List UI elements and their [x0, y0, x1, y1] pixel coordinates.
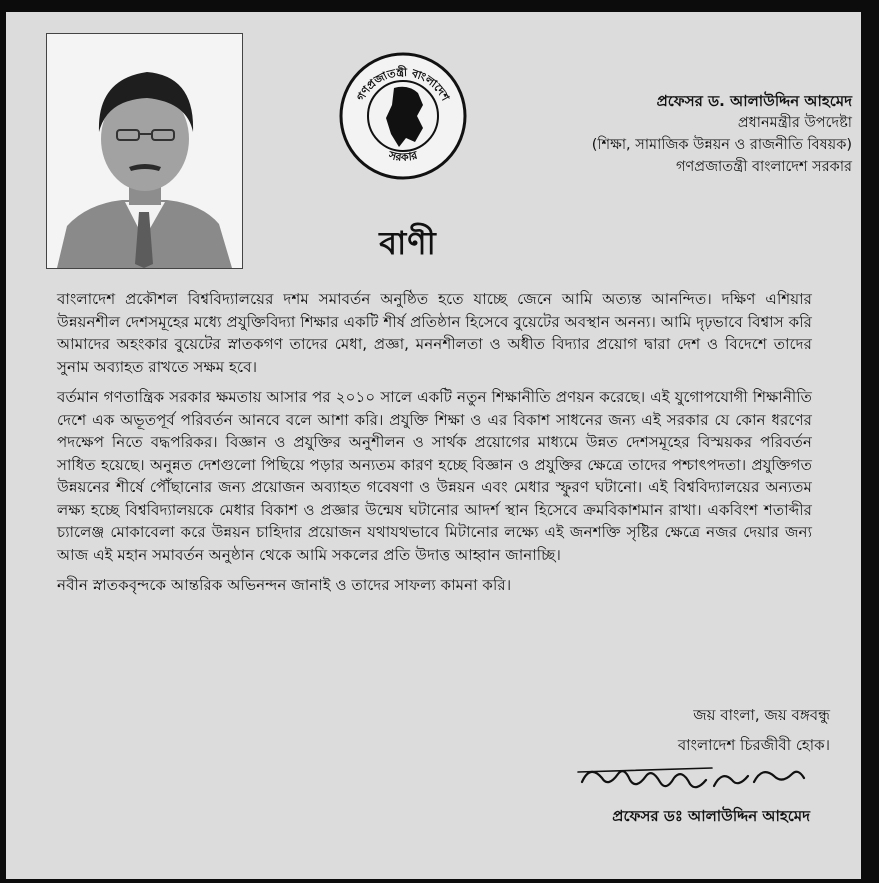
closing-line-2: বাংলাদেশ চিরজীবী হোক। [677, 736, 830, 754]
closing-line-1: জয় বাংলা, জয় বঙ্গবন্ধু [693, 706, 830, 724]
advisor-portfolio: (শিক্ষা, সামাজিক উন্নয়ন ও রাজনীতি বিষয়ক) [591, 137, 852, 153]
frame-top-border [0, 0, 879, 12]
message-title: বাণী [379, 224, 437, 262]
closing-block [560, 700, 830, 760]
signer-name: প্রফেসর ডঃ আলাউদ্দিন আহমেদ [612, 807, 810, 825]
designation-block [480, 90, 852, 178]
advisor-name: প্রফেসর ড. আলাউদ্দিন আহমেদ [656, 92, 852, 110]
government-name: গণপ্রজাতন্ত্রী বাংলাদেশ সরকার [675, 159, 852, 175]
message-body [57, 288, 812, 605]
government-seal-icon [337, 50, 469, 182]
portrait-photo [46, 33, 243, 269]
seal-ring-text: গণপ্রজাতন্ত্রী বাংলাদেশ [354, 65, 452, 104]
frame-left-border [0, 0, 6, 883]
signature-image [572, 756, 812, 802]
frame-bottom-border [0, 879, 879, 883]
frame-right-border [861, 0, 879, 883]
paragraph-2: বর্তমান গণতান্ত্রিক সরকার ক্ষমতায় আসার পর ২০১০ সালে একটি নতুন শিক্ষানীতি প্রণয়ন করেছে। এই যুগোপযোগী শিক্ষানীতি দেশে এক অভূতপূর্ব পরিবর্তন আনবে বলে আশা করি। প্রযুক্তি শিক্ষা ও এর বিকাশ সাধনের জন্য এই সরকার যে কোন ধরণের পদক্ষেপ নিতে বদ্ধপরিকর। বিজ্ঞান ও প্রযুক্তির অনুশীলন ও সার্থক প্রয়োগের মাধ্যমে উন্নত দেশসমূহের বিস্ময়কর পরিবর্তন সাধিত হয়েছে। অনুন্নত দেশগুলো পিছিয়ে পড়ার অন্যতম কারণ হচ্ছে বিজ্ঞান ও প্রযুক্তির ক্ষেত্রে তাদের পশ্চাৎপদতা। প্রযুক্তিগত উন্নয়নের শীর্ষে পৌঁছানোর জন্য প্রয়োজন অব্যাহত গবেষণা ও উন্নয়ন এবং মেধার স্ফুরণ ঘটানো। এই বিশ্ববিদ্যালয়ের অন্যতম লক্ষ্য হচ্ছে বিশ্ববিদ্যালয়কে মেধার বিকাশ ও প্রজ্ঞার উন্মেষ ঘটানোর আদর্শ স্থান হিসেবে ক্রমবিকাশমান রাখা। একবিংশ শতাব্দীর চ্যালেঞ্জ মোকাবেলা করে উন্নয়ন চাহিদার প্রয়োজন যথাযথভাবে মিটানোর লক্ষ্যে এই জনশক্তি সৃষ্টির ক্ষেত্রে নজর দেয়ার জন্য আজ এই মহান সমাবর্তন অনুষ্ঠান থেকে আমি সকলের প্রতি উদাত্ত আহ্বান জানাচ্ছি। [57, 388, 812, 564]
paragraph-1: বাংলাদেশ প্রকৌশল বিশ্ববিদ্যালয়ের দশম সমাবর্তন অনুষ্ঠিত হতে যাচ্ছে জেনে আমি অত্যন্ত আনন্দিত। দক্ষিণ এশিয়ার উন্নয়নশীল দেশসমূহের মধ্যে প্রযুক্তিবিদ্যা শিক্ষার একটি শীর্ষ প্রতিষ্ঠান হিসেবে বুয়েটের অবস্থান অনন্য। আমি দৃঢ়ভাবে বিশ্বাস করি আমাদের অহংকার বুয়েটের স্নাতকগণ তাদের মেধা, প্রজ্ঞা, মননশীলতা ও অধীত বিদ্যার প্রয়োগ দ্বারা দেশ ও বিদেশে তাদের সুনাম অব্যাহত রাখতে সক্ষম হবে। [57, 290, 812, 376]
portrait-illustration [47, 34, 242, 268]
seal-bottom-text: সরকার [387, 148, 419, 164]
advisor-designation: প্রধানমন্ত্রীর উপদেষ্টা [737, 115, 852, 131]
paragraph-3: নবীন স্নাতকবৃন্দকে আন্তরিক অভিনন্দন জানাই ও তাদের সাফল্য কামনা করি। [57, 576, 512, 594]
